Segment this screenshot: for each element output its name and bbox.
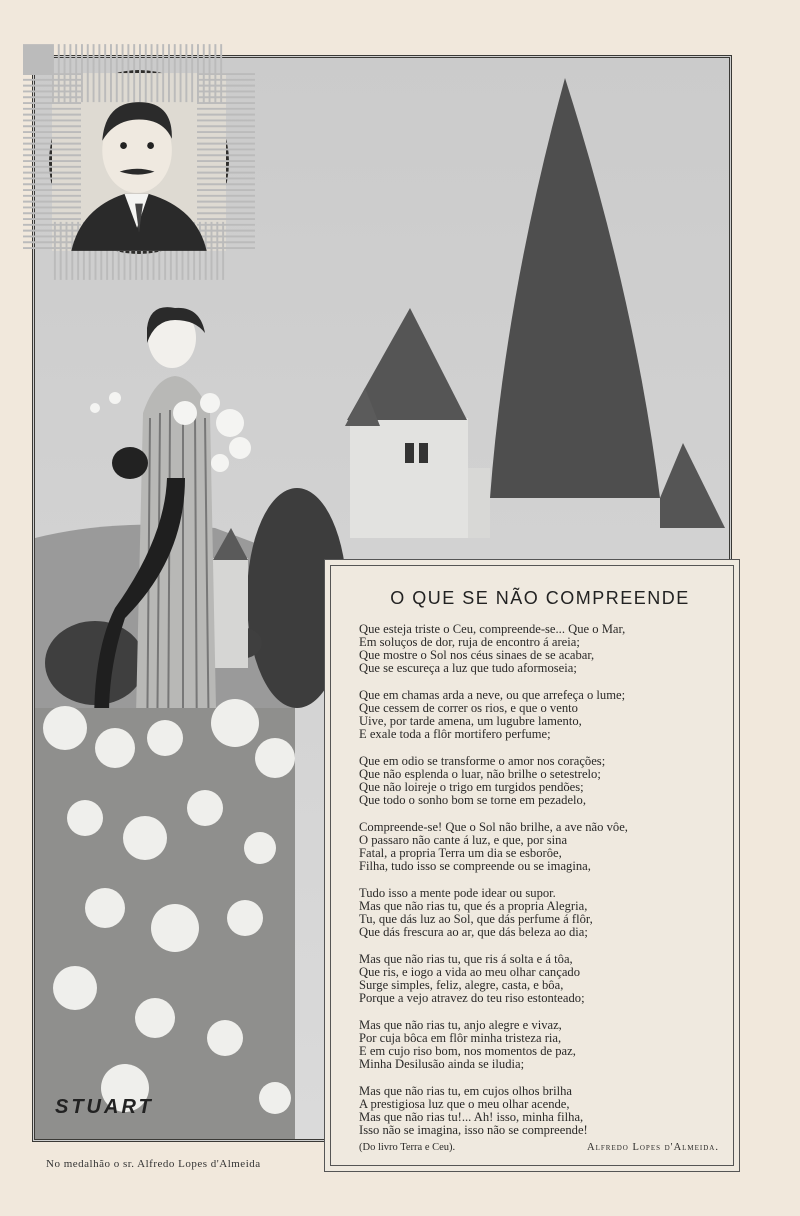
- poem-line: A prestigiosa luz que o meu olhar acende,: [359, 1097, 570, 1111]
- poem-line: E em cujo riso bom, nos momentos de paz,: [359, 1044, 576, 1058]
- poem-stanza: [359, 821, 721, 873]
- poem-stanza: [359, 755, 721, 807]
- poem-line: Tudo isso a mente pode idear ou supor.: [359, 886, 556, 900]
- poem-line: Isso não se imagina, isso não se compreende!: [359, 1123, 588, 1137]
- poem-line: Surge simples, feliz, alegre, casta, e bôa,: [359, 978, 564, 992]
- poem-line: Mas que não rias tu, que és a propria Alegria,: [359, 899, 588, 913]
- dark-shrub: [45, 621, 145, 705]
- poem-line: Tu, que dás luz ao Sol, que dás perfume á flôr,: [359, 912, 593, 926]
- poem-panel: [324, 559, 740, 1172]
- poem-line: Que em odio se transforme o amor nos corações;: [359, 754, 606, 768]
- poem-author: Alfredo Lopes d'Almeida.: [587, 1142, 719, 1153]
- poem-line: Mas que não rias tu!... Ah! isso, minha filha,: [359, 1110, 584, 1124]
- page-caption: No medalhão o sr. Alfredo Lopes d'Almeida: [46, 1158, 261, 1170]
- poem-line: Minha Desilusão ainda se iludia;: [359, 1057, 525, 1071]
- poem-line: Que todo o sonho bom se torne em pezadelo,: [359, 793, 586, 807]
- poem-line: Porque a vejo atravez do teu riso estonteado;: [359, 991, 585, 1005]
- poem-line: Uive, por tarde amena, um lugubre lamento,: [359, 714, 582, 728]
- poem-body: [359, 623, 721, 1137]
- artist-signature: STUART: [55, 1096, 154, 1118]
- poem-stanza: [359, 1019, 721, 1071]
- poem-stanza: [359, 623, 721, 675]
- poem-line: Fatal, a propria Terra um dia se esborôe,: [359, 846, 562, 860]
- poem-line: Que ris, e iogo a vida ao meu olhar cançado: [359, 965, 581, 979]
- poem-title: O QUE SE NÃO COMPREENDE: [390, 588, 690, 608]
- portrait-image: [52, 73, 226, 251]
- poem-line: Por cuja bôca em flôr minha tristeza ria,: [359, 1031, 562, 1045]
- poem-line: Mas que não rias tu, anjo alegre e vivaz,: [359, 1018, 562, 1032]
- poem-line: Filha, tudo isso se compreende ou se imagina,: [359, 859, 591, 873]
- poem-line: Em soluços de dor, ruja de encontro á areia;: [359, 635, 580, 649]
- poem-line: Que em chamas arda a neve, ou que arrefeça o lume;: [359, 688, 626, 702]
- poem-line: Mas que não rias tu, em cujos olhos brilha: [359, 1084, 573, 1098]
- poem-footer: [359, 1142, 719, 1153]
- illustration-plate: [32, 55, 732, 1153]
- poem-line: Que não loireje o trigo em turgidos pendões;: [359, 780, 584, 794]
- poem-stanza: [359, 887, 721, 939]
- poem-panel-inner: [330, 565, 734, 1166]
- poem-line: Que se escureça a luz que tudo aformoseia;: [359, 661, 577, 675]
- poem-stanza: [359, 689, 721, 741]
- poem-line: E exale toda a flôr mortifero perfume;: [359, 727, 551, 741]
- poem-stanza: [359, 953, 721, 1005]
- poem-line: Que mostre o Sol nos céus sinaes de se acabar,: [359, 648, 595, 662]
- poem-source: (Do livro Terra e Ceu).: [359, 1142, 456, 1153]
- poem-line: Que não esplenda o luar, não brilhe o setestrelo;: [359, 767, 601, 781]
- poem-stanza: [359, 1085, 721, 1137]
- poem-line: O passaro não cante á luz, e que, por sina: [359, 833, 568, 847]
- poem-line: Mas que não rias tu, que ris á solta e á tôa,: [359, 952, 573, 966]
- portrait-medallion: [49, 70, 229, 254]
- poem-line: Que dás frescura ao ar, que dás beleza ao dia;: [359, 925, 588, 939]
- poem-line: Compreende-se! Que o Sol não brilhe, a ave não vôe,: [359, 820, 628, 834]
- poem-line: Que cessem de correr os rios, e que o vento: [359, 701, 578, 715]
- poem-line: Que esteja triste o Ceu, compreende-se... Que o Mar,: [359, 622, 626, 636]
